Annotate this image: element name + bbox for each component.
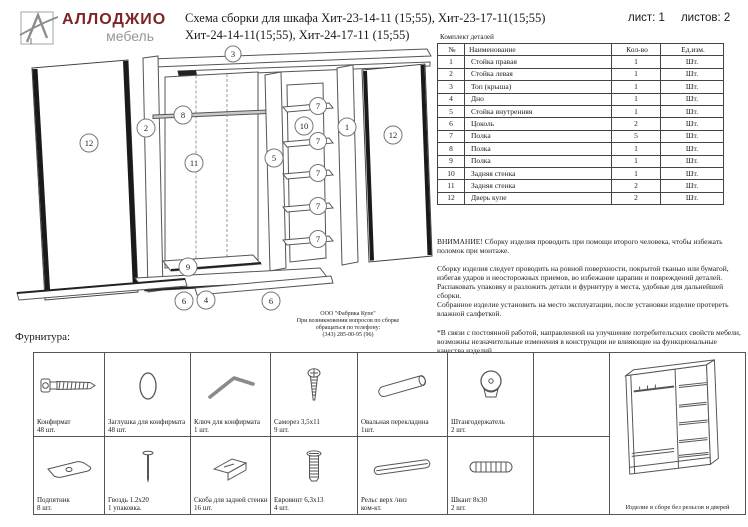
nail-icon	[105, 437, 190, 496]
assembly-diagram	[15, 45, 435, 313]
hardware-qty: 2 шт.	[451, 504, 466, 512]
parts-table	[437, 43, 724, 205]
part-label-4	[197, 291, 215, 309]
part-label-12-right	[384, 126, 402, 144]
svg-text:4: 4	[203, 295, 209, 305]
hardware-item-rail	[358, 437, 448, 514]
svg-text:1: 1	[344, 122, 350, 132]
col-header-name: Наименование	[465, 44, 612, 56]
hardware-name: Овальная перекладина	[361, 418, 429, 426]
table-row: 6 Цоколь 2 Шт.	[438, 118, 724, 130]
svg-text:12: 12	[388, 130, 398, 140]
part-label-5	[265, 149, 283, 167]
part-label-7d	[310, 198, 327, 215]
company-name: ООО "Фабрика Купе"	[320, 311, 376, 317]
table-row: 4 Дно 1 Шт.	[438, 93, 724, 105]
svg-text:7: 7	[315, 136, 321, 146]
hardware-qty: 1шт.	[361, 426, 375, 434]
cap-plug-icon	[105, 353, 190, 418]
hardware-section-label: Фурнитура:	[15, 331, 71, 343]
brand-block	[62, 11, 172, 44]
part-label-7b	[310, 133, 327, 150]
hardware-item-samorez	[271, 353, 358, 437]
part-label-7c	[310, 165, 327, 182]
hardware-qty: 48 шт.	[108, 426, 127, 434]
hardware-item-confirmat	[34, 353, 105, 437]
part-label-6a	[175, 292, 193, 310]
note-paragraph: Распаковать упаковку и разложить детали и фурнитуру в места, удобные для дальнейшей сборки.	[437, 282, 724, 300]
hardware-qty: ком-кт.	[361, 504, 382, 512]
col-header-unit: Ед.изм.	[661, 44, 724, 56]
hardware-name: Ключ для конфирмата	[194, 418, 260, 426]
assembled-view-caption: Изделие в сборе без рельсов и дверей	[625, 504, 730, 511]
sheet-info	[628, 12, 743, 24]
hardware-qty: 1 упаковка.	[108, 504, 142, 512]
svg-text:9: 9	[185, 262, 191, 272]
assembled-view-drawing	[614, 355, 742, 481]
part-label-3	[225, 46, 241, 62]
sheet-number: лист: 1	[628, 12, 665, 24]
hardware-name: Заглушка для конфирмата	[108, 418, 186, 426]
hardware-item-bracket	[191, 437, 271, 514]
table-row: 1 Стойка правая 1 Шт.	[438, 56, 724, 68]
title-line-1: Схема сборки для шкафа Хит-23-14-11 (15;55), Хит-23-17-11(15;55)	[185, 11, 546, 25]
svg-text:8: 8	[180, 110, 186, 120]
hardware-qty: 2 шт.	[451, 426, 466, 434]
hardware-item-key	[191, 353, 271, 437]
part-label-10	[295, 117, 313, 135]
title-line-2: Хит-24-14-11(15;55), Хит-24-17-11 (15;55)	[185, 28, 410, 42]
note-paragraph: Сборку изделия следует проводить на ровной поверхности, покрытой тканью или бумагой, избегая ударов и неосторожных приемов, во избежание царапин и повреждений деталей.	[437, 264, 729, 282]
svg-text:6: 6	[181, 296, 187, 306]
hardware-name: Штангодержатель	[451, 418, 505, 426]
hardware-name: Шкант 8х30	[451, 496, 488, 504]
table-row: 8 Полка 1 Шт.	[438, 143, 724, 155]
svg-text:7: 7	[315, 101, 321, 111]
hardware-qty: 9 шт.	[274, 426, 289, 434]
back-wall-bracket-icon	[191, 437, 270, 496]
assembly-notes	[437, 237, 746, 355]
table-row: 11 Задняя стенка 2 Шт.	[438, 180, 724, 192]
hardware-item-nail	[105, 437, 191, 514]
svg-text:7: 7	[315, 201, 321, 211]
hardware-name: Конфирмат	[37, 418, 71, 426]
hardware-qty: 8 шт.	[37, 504, 52, 512]
brand-name: АЛЛОДЖИО	[62, 11, 167, 28]
hardware-qty: 48 шт.	[37, 426, 56, 434]
svg-text:2: 2	[143, 123, 149, 133]
part-label-7a	[310, 98, 327, 115]
svg-text:7: 7	[315, 234, 321, 244]
hardware-name: Евровинт 6,3х13	[274, 496, 324, 504]
oval-rod-icon	[358, 353, 447, 418]
hardware-item-cap	[105, 353, 191, 437]
part-label-8	[174, 106, 192, 124]
col-header-qty: Кол-во	[612, 44, 661, 56]
table-row: 12 Дверь купе 2 Шт.	[438, 192, 724, 204]
hardware-qty: 16 шт.	[194, 504, 213, 512]
confirmat-screw-icon	[34, 353, 104, 418]
svg-text:12: 12	[84, 138, 94, 148]
contact-block	[288, 311, 408, 339]
part-label-2	[137, 119, 155, 137]
parts-table-caption: Комплект деталей	[440, 33, 494, 41]
hardware-empty-cell	[534, 437, 609, 514]
col-header-num: №	[438, 44, 465, 56]
svg-text:6: 6	[268, 296, 274, 306]
table-row: 5 Стойка внутренняя 1 Шт.	[438, 105, 724, 117]
brand-sub: мебель	[106, 28, 154, 44]
part-label-12-left	[80, 134, 98, 152]
svg-text:5: 5	[271, 153, 277, 163]
table-row: 2 Стойка левая 1 Шт.	[438, 68, 724, 80]
euro-screw-icon	[271, 437, 357, 496]
small-screw-icon	[271, 353, 357, 418]
svg-text:3: 3	[230, 49, 236, 59]
hardware-item-footpad	[34, 437, 105, 514]
hardware-name: Рельс верх /низ	[361, 496, 407, 504]
table-row: 9 Полка 1 Шт.	[438, 155, 724, 167]
contact-line: При возникновении вопросов по сборке	[296, 318, 400, 324]
svg-text:10: 10	[299, 121, 309, 131]
warning-text: ВНИМАНИЕ! Сборку изделия проводить при помощи второго человека, чтобы избежать поломок при монтаже.	[437, 237, 723, 255]
part-label-6b	[262, 292, 280, 310]
part-label-7e	[310, 231, 327, 248]
hardware-item-dowel	[448, 437, 534, 514]
contact-phone: (343) 285-00-95 (96)	[322, 332, 374, 338]
contact-line: обращаться по телефону:	[315, 325, 381, 331]
part-label-9	[179, 258, 197, 276]
part-label-1	[338, 118, 356, 136]
rod-holder-icon	[448, 353, 533, 418]
svg-text:11: 11	[189, 158, 199, 168]
allen-key-icon	[191, 353, 270, 418]
hardware-qty: 1 шт.	[194, 426, 209, 434]
assembled-view-panel	[609, 352, 746, 515]
hardware-name: Гвоздь 1.2х20	[108, 496, 149, 504]
hardware-item-crossbar	[358, 353, 448, 437]
hardware-name: Саморез 3,5х11	[274, 418, 320, 426]
sheets-total: листов: 2	[680, 12, 731, 24]
hardware-empty-cell	[534, 353, 609, 437]
hardware-item-rod-holder	[448, 353, 534, 437]
brand-logo-icon	[18, 8, 58, 48]
hardware-qty: 4 шт.	[274, 504, 289, 512]
rail-icon	[358, 437, 447, 496]
page-title	[185, 10, 570, 44]
table-row: 3 Топ (крыша) 1 Шт.	[438, 81, 724, 93]
part-label-11	[185, 154, 203, 172]
dowel-icon	[448, 437, 533, 496]
hardware-grid	[33, 352, 610, 515]
svg-text:7: 7	[315, 168, 321, 178]
hardware-name: Подпятник	[37, 496, 70, 504]
table-row: 7 Полка 5 Шт.	[438, 130, 724, 142]
hardware-name: Скоба для задней стенки	[194, 496, 268, 504]
table-row: 10 Задняя стенка 1 Шт.	[438, 167, 724, 179]
hardware-item-eurovint	[271, 437, 358, 514]
footnote-text: *В связи с постоянной работой, направленной на улучшение потребительских свойств мебели, возможны незначительные изменения в конструкции не влияющие на функциональные качества изделий.	[437, 328, 741, 355]
note-paragraph: Собранное изделие установить на место эксплуатации, после установки изделие протереть влажной салфеткой.	[437, 300, 729, 318]
foot-pad-icon	[34, 437, 104, 496]
